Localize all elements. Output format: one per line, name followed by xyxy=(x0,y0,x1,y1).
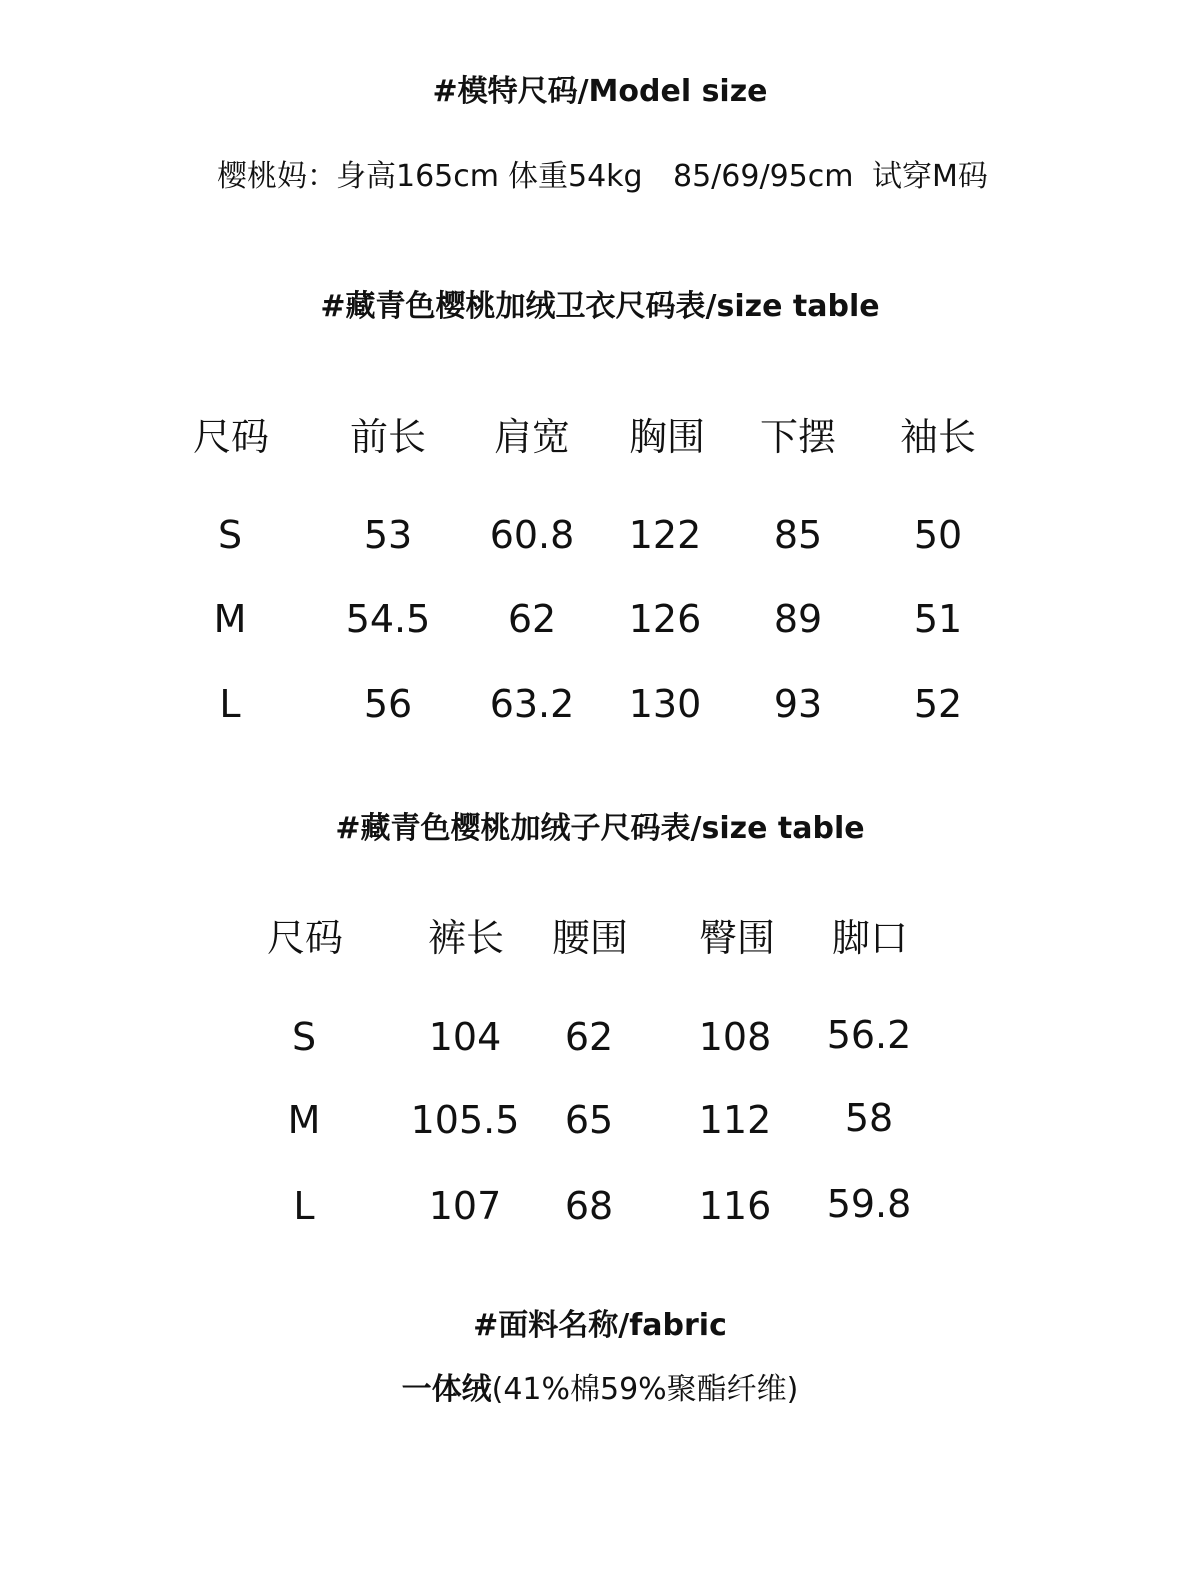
top-cell-size: S xyxy=(217,513,243,557)
top-header-hem: 下摆 xyxy=(759,415,837,459)
top-cell-sleeve: 50 xyxy=(913,513,963,557)
pants-header-hip: 臀围 xyxy=(698,916,776,960)
pants-cell-leg-opening: 58 xyxy=(844,1096,894,1140)
pants-cell-leg-opening: 56.2 xyxy=(826,1013,912,1057)
top-header-front-length: 前长 xyxy=(349,415,427,459)
top-header-sleeve: 袖长 xyxy=(899,415,977,459)
pants-header-leg-opening: 脚口 xyxy=(831,916,909,960)
top-cell-sleeve: 51 xyxy=(913,597,963,641)
pants-cell-length: 105.5 xyxy=(410,1098,520,1142)
pants-cell-waist: 65 xyxy=(564,1098,614,1142)
pants-cell-length: 104 xyxy=(428,1015,502,1059)
top-cell-shoulder: 63.2 xyxy=(489,682,575,726)
top-cell-shoulder: 60.8 xyxy=(489,513,575,557)
top-cell-hem: 89 xyxy=(773,597,823,641)
model-name: 樱桃妈： xyxy=(217,159,337,194)
model-measurements: 85/69/95cm xyxy=(673,159,854,194)
top-cell-chest: 126 xyxy=(628,597,702,641)
pants-cell-leg-opening: 59.8 xyxy=(826,1182,912,1226)
pants-header-size: 尺码 xyxy=(266,916,344,960)
fabric-heading: #面料名称/fabric xyxy=(473,1308,727,1343)
top-cell-size: L xyxy=(219,682,241,726)
top-header-size: 尺码 xyxy=(192,415,270,459)
model-height: 身高165cm xyxy=(336,159,499,194)
pants-cell-size: M xyxy=(287,1098,321,1142)
top-header-shoulder: 肩宽 xyxy=(493,415,571,459)
pants-cell-waist: 62 xyxy=(564,1015,614,1059)
pants-cell-size: L xyxy=(293,1184,315,1228)
top-cell-chest: 122 xyxy=(628,513,702,557)
top-cell-hem: 85 xyxy=(773,513,823,557)
pants-cell-hip: 108 xyxy=(698,1015,772,1059)
top-cell-front-length: 56 xyxy=(363,682,413,726)
top-cell-shoulder: 62 xyxy=(507,597,557,641)
top-cell-size: M xyxy=(213,597,247,641)
fabric-composition: (41%棉59%聚酯纤维) xyxy=(491,1372,799,1407)
top-table-heading: #藏青色樱桃加绒卫衣尺码表/size table xyxy=(320,289,880,324)
model-fit-size: 试穿M码 xyxy=(872,159,988,194)
pants-header-length: 裤长 xyxy=(427,916,505,960)
top-cell-front-length: 54.5 xyxy=(345,597,431,641)
fabric-description xyxy=(0,1370,1200,1410)
pants-cell-size: S xyxy=(291,1015,317,1059)
pants-cell-length: 107 xyxy=(428,1184,502,1228)
pants-cell-waist: 68 xyxy=(564,1184,614,1228)
pants-cell-hip: 116 xyxy=(698,1184,772,1228)
top-header-chest: 胸围 xyxy=(628,415,706,459)
model-weight: 体重54kg xyxy=(508,159,643,194)
model-size-heading: #模特尺码/Model size xyxy=(432,74,768,109)
pants-cell-hip: 112 xyxy=(698,1098,772,1142)
top-cell-hem: 93 xyxy=(773,682,823,726)
top-cell-sleeve: 52 xyxy=(913,682,963,726)
fabric-name: 一体绒 xyxy=(401,1372,492,1407)
top-cell-front-length: 53 xyxy=(363,513,413,557)
top-cell-chest: 130 xyxy=(628,682,702,726)
pants-header-waist: 腰围 xyxy=(551,916,629,960)
pants-table-heading: #藏青色樱桃加绒子尺码表/size table xyxy=(335,811,865,846)
